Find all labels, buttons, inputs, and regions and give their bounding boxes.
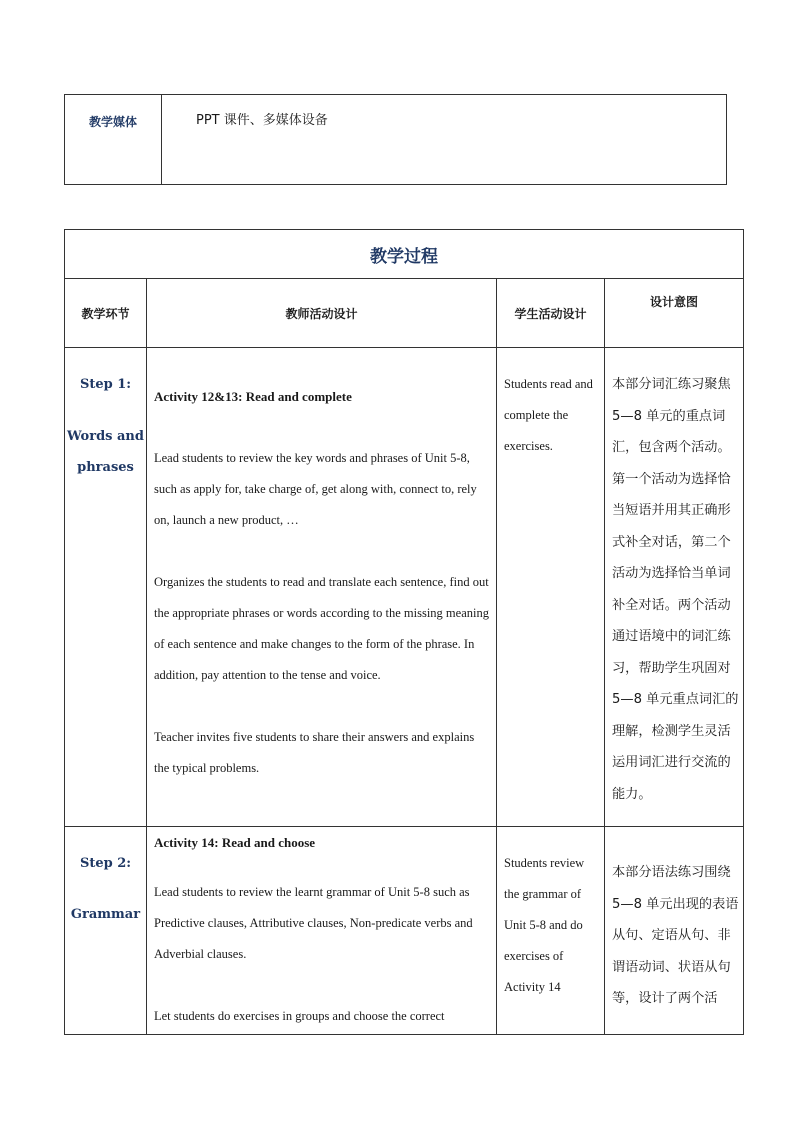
table-row	[65, 348, 744, 827]
step-cell	[65, 827, 147, 1035]
step-label: phrases	[77, 460, 134, 475]
teacher-paragraph: Lead students to review the learnt grammar of Unit 5-8 such as Predictive clauses, Attributive clauses, Non-predicate verbs and Adverbial clauses.	[154, 885, 473, 961]
teacher-paragraph: Let students do exercises in groups and choose the correct	[154, 1009, 445, 1023]
step-label: Step 2:	[79, 856, 132, 871]
table-row	[65, 827, 744, 1035]
header-teacher-activity: 教师活动设计	[147, 279, 497, 348]
media-label: 教学媒体	[65, 95, 162, 185]
media-table	[64, 94, 727, 185]
step-cell	[65, 348, 147, 827]
student-activity-cell: Students read and complete the exercises.	[497, 348, 605, 827]
step-label: Step 1:	[79, 377, 132, 392]
process-table	[64, 229, 744, 1035]
design-intent-cell: 本部分语法练习围绕 5—8 单元出现的表语从句、定语从句、非谓语动词、状语从句等，设计了两个活	[605, 827, 744, 1035]
activity-title: Activity 12&13: Read and complete	[154, 389, 352, 404]
media-value: PPT 课件、多媒体设备	[162, 95, 727, 185]
teacher-activity-cell	[147, 827, 497, 1035]
teacher-paragraph: Teacher invites five students to share their answers and explains the typical problems.	[154, 730, 475, 775]
teacher-paragraph: Lead students to review the key words and phrases of Unit 5-8, such as apply for, take charge of, get along with, connect to, rely on, launch a new product, …	[154, 451, 477, 527]
activity-title: Activity 14: Read and choose	[154, 835, 316, 850]
step-label: Grammar	[70, 907, 141, 922]
header-stage: 教学环节	[65, 279, 147, 348]
teacher-paragraph: Organizes the students to read and translate each sentence, find out the appropriate phrases or words according to the missing meaning of each sentence and make changes to the form of the phrase. In addition, pay attention to the tense and voice.	[154, 575, 489, 682]
teacher-activity-cell	[147, 348, 497, 827]
header-student-activity: 学生活动设计	[497, 279, 605, 348]
process-title: 教学过程	[65, 230, 744, 279]
step-label: Words and	[67, 429, 144, 444]
student-activity-cell: Students review the grammar of Unit 5-8 and do exercises of Activity 14	[497, 827, 605, 1035]
header-design-intent: 设计意图	[605, 279, 744, 348]
design-intent-cell: 本部分词汇练习聚焦 5—8 单元的重点词汇，包含两个活动。第一个活动为选择恰当短语并用其正确形式补全对话，第二个活动为选择恰当单词补全对话。两个活动通过语境中的词汇练习，帮助学生巩固对 5—8 单元重点词汇的理解，检测学生灵活运用词汇进行交流的能力。	[605, 348, 744, 827]
